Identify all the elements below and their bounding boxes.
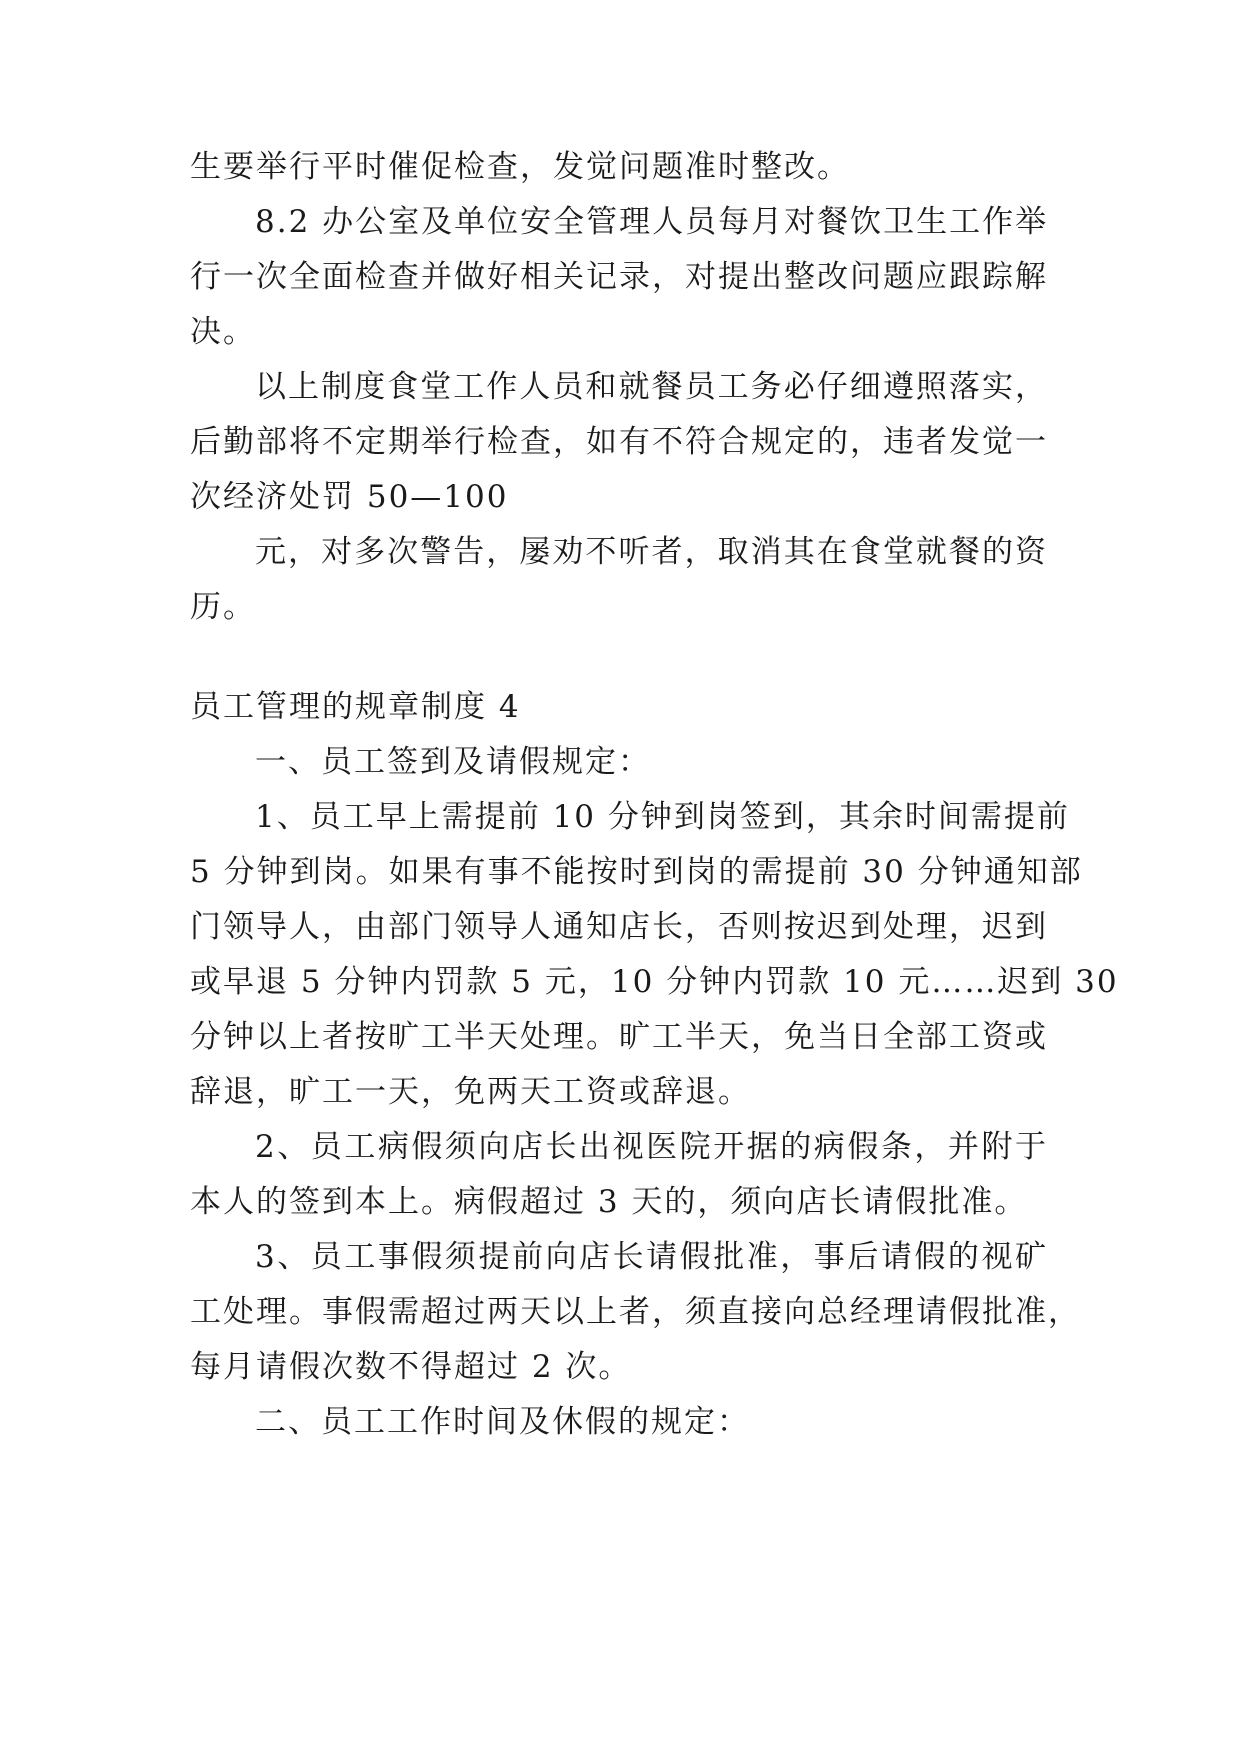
text-line: 行一次全面检查并做好相关记录，对提出整改问题应跟踪解 [190, 259, 1048, 295]
text-line: 次经济处罚 50—100 [190, 479, 509, 515]
text-line: 8.2 办公室及单位安全管理人员每月对餐饮卫生工作举 [255, 204, 1049, 240]
text-line: 2、员工病假须向店长出视医院开据的病假条，并附于 [255, 1129, 1048, 1165]
text-line: 分钟以上者按旷工半天处理。旷工半天，免当日全部工资或 [190, 1019, 1048, 1055]
text-line: 5 分钟到岗。如果有事不能按时到岗的需提前 30 分钟通知部 [190, 854, 1083, 890]
text-line: 后勤部将不定期举行检查，如有不符合规定的，违者发觉一 [190, 424, 1048, 460]
text-line: 生要举行平时催促检查，发觉问题准时整改。 [190, 149, 850, 185]
section-heading: 二、员工工作时间及休假的规定： [255, 1404, 750, 1440]
text-line: 每月请假次数不得超过 2 次。 [190, 1349, 632, 1385]
section-heading: 一、员工签到及请假规定： [255, 744, 651, 780]
text-line: 决。 [190, 314, 256, 350]
text-line: 1、员工早上需提前 10 分钟到岗签到，其余时间需提前 [255, 799, 1070, 835]
section-title: 员工管理的规章制度 4 [190, 689, 521, 725]
text-line: 以上制度食堂工作人员和就餐员工务必仔细遵照落实， [255, 369, 1048, 405]
text-line: 历。 [190, 589, 256, 625]
text-line: 元，对多次警告，屡劝不听者，取消其在食堂就餐的资 [255, 534, 1048, 570]
text-line: 3、员工事假须提前向店长请假批准，事后请假的视矿 [255, 1239, 1048, 1275]
text-line: 工处理。事假需超过两天以上者，须直接向总经理请假批准， [190, 1294, 1081, 1330]
text-line: 或早退 5 分钟内罚款 5 元，10 分钟内罚款 10 元……迟到 30 [190, 964, 1119, 1000]
text-line: 辞退，旷工一天，免两天工资或辞退。 [190, 1074, 751, 1110]
text-line: 门领导人，由部门领导人通知店长，否则按迟到处理，迟到 [190, 909, 1048, 945]
text-line: 本人的签到本上。病假超过 3 天的，须向店长请假批准。 [190, 1184, 1028, 1220]
